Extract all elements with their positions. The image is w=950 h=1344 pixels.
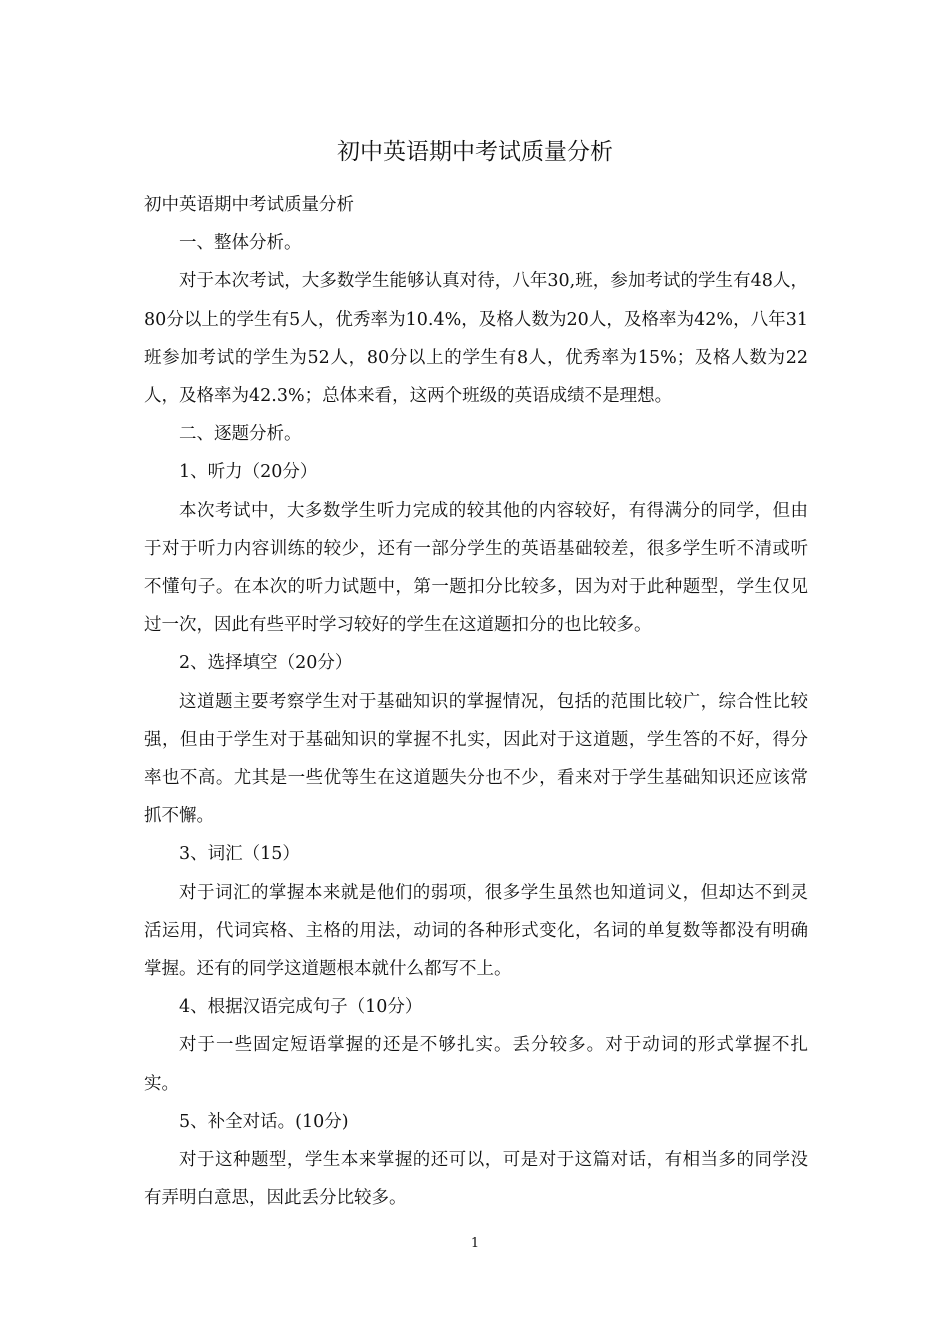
heading-dialogue-completion: 5、补全对话。(10分) xyxy=(179,1111,349,1132)
page-number: 1 xyxy=(470,1236,480,1251)
heading-listening: 1、听力（20分） xyxy=(179,462,318,483)
paragraph-dialogue-completion: 对于这种题型，学生本来掌握的还可以，可是对于这篇对话，有相当多的同学没有弄明白意思，因此丢分比较多。 xyxy=(144,1150,808,1209)
paragraph-subtitle: 初中英语期中考试质量分析 xyxy=(144,195,354,215)
document-body xyxy=(144,186,808,1217)
heading-overall-analysis: 一、整体分析。 xyxy=(179,233,302,254)
heading-multiple-choice: 2、选择填空（20分） xyxy=(179,653,353,674)
heading-question-analysis: 二、逐题分析。 xyxy=(179,424,302,445)
paragraph-vocabulary: 对于词汇的掌握本来就是他们的弱项，很多学生虽然也知道词义，但却达不到灵活运用，代词宾格、主格的用法，动词的各种形式变化，名词的单复数等都没有明确掌握。还有的同学这道题根本就什么都写不上。 xyxy=(144,882,808,980)
paragraph-sentence-completion: 对于一些固定短语掌握的还是不够扎实。丢分较多。对于动词的形式掌握不扎实。 xyxy=(144,1035,808,1094)
heading-vocabulary: 3、词汇（15） xyxy=(179,844,300,865)
paragraph-multiple-choice: 这道题主要考察学生对于基础知识的掌握情况，包括的范围比较广，综合性比较强，但由于学生对于基础知识的掌握不扎实，因此对于这道题，学生答的不好，得分率也不高。尤其是一些优等生在这道题失分也不少，看来对于学生基础知识还应该常抓不懈。 xyxy=(144,691,808,827)
document-title: 初中英语期中考试质量分析 xyxy=(337,139,613,165)
heading-sentence-completion: 4、根据汉语完成句子（10分） xyxy=(179,997,423,1018)
paragraph-listening: 本次考试中，大多数学生听力完成的较其他的内容较好，有得满分的同学，但由于对于听力内容训练的较少，还有一部分学生的英语基础较差，很多学生听不清或听不懂句子。在本次的听力试题中，第一题扣分比较多，因为对于此种题型，学生仅见过一次，因此有些平时学习较好的学生在这道题扣分的也比较多。 xyxy=(144,500,808,636)
paragraph-overall-results: 对于本次考试，大多数学生能够认真对待，八年30,班，参加考试的学生有48人，80分以上的学生有5人，优秀率为10.4%，及格人数为20人，及格率为42%，八年31班参加考试的学生为52人，80分以上的学生有8人，优秀率为15%；及格人数为22人，及格率为42.3%；总体来看，这两个班级的英语成绩不是理想。 xyxy=(144,271,808,407)
